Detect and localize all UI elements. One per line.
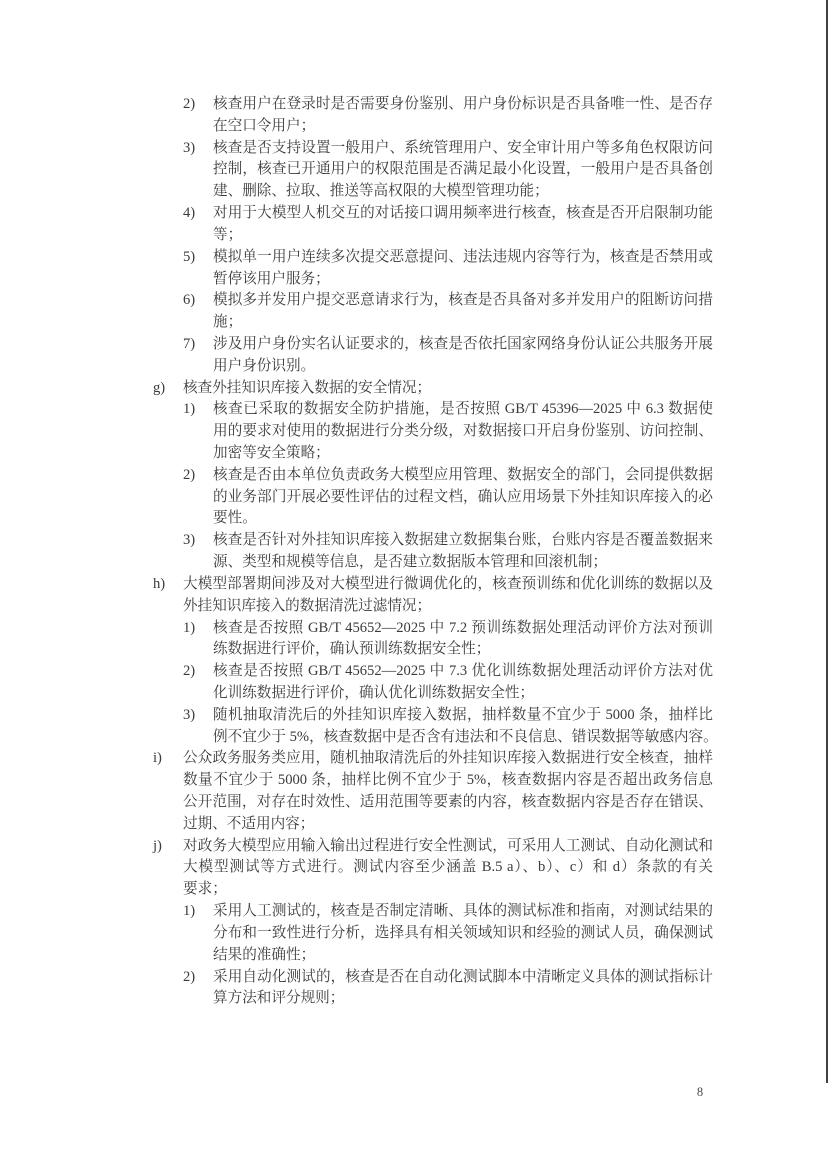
list-item-text <box>213 203 713 247</box>
text-line: 在空口令用户； <box>213 117 316 134</box>
text-line: 外挂知识库接入的数据清洗过滤情况； <box>183 597 432 614</box>
text-line: 涉及用户身份实名认证要求的，核查是否依托国家网络身份认证公共服务开展 <box>213 335 713 352</box>
list-item <box>0 618 831 662</box>
list-item-text <box>213 290 713 334</box>
list-item <box>0 247 831 291</box>
text-line: 大模型部署期间涉及对大模型进行微调优化的，核查预训练和优化训练的数据以及 <box>183 575 713 592</box>
list-item <box>0 94 831 138</box>
list-item <box>0 138 831 203</box>
list-item-label: 1) <box>183 401 196 418</box>
list-item-label: 6) <box>183 292 196 309</box>
list-item <box>0 530 831 574</box>
text-line: 采用人工测试的，核查是否制定清晰、具体的测试标准和指南，对测试结果的 <box>213 903 713 920</box>
list-item <box>0 378 831 400</box>
text-line: 加密等安全策略； <box>213 445 330 461</box>
list-item <box>0 967 831 1011</box>
text-line: 公开范围，对存在时效性、适用范围等要素的内容，核查数据内容是否存在错误、 <box>183 794 713 810</box>
text-line: 核查是否按照 GB/T 45652—2025 中 7.3 优化训练数据处理活动评价方法对优 <box>213 663 713 680</box>
list-item-label: 4) <box>183 205 196 222</box>
text-line: 化训练数据进行评价，确认优化训练数据安全性； <box>213 684 535 701</box>
list-item-label: 1) <box>183 619 196 636</box>
text-line: 公众政务服务类应用，随机抽取清洗后的外挂知识库接入数据进行安全核查，抽样 <box>183 750 713 767</box>
text-line: 模拟多并发用户提交恶意请求行为，核查是否具备对多并发用户的阻断访问措 <box>213 292 713 309</box>
list-item-text <box>213 334 713 378</box>
list-item-text <box>213 399 713 464</box>
list-item-text <box>213 901 713 966</box>
list-item-label: i) <box>153 750 162 767</box>
text-line: 要性。 <box>213 510 257 527</box>
text-line: 大模型测试等方式进行。测试内容至少涵盖 B.5 a）、b）、c）和 d）条款的有关 <box>183 859 713 876</box>
text-line: 要求； <box>183 881 227 898</box>
list-item-label: 7) <box>183 335 196 352</box>
text-line: 控制，核查已开通用户的权限范围是否满足最小化设置，一般用户是否具备创 <box>213 161 713 178</box>
list-item <box>0 203 831 247</box>
text-line: 随机抽取清洗后的外挂知识库接入数据，抽样数量不宜少于 5000 条，抽样比 <box>213 706 713 723</box>
text-line: 过期、不适用内容； <box>183 815 315 832</box>
list-item-label: 3) <box>183 139 196 156</box>
list-item-label: 3) <box>183 706 196 723</box>
list-item-text <box>213 705 718 749</box>
list-item-text <box>213 618 713 662</box>
text-line: 算方法和评分规则； <box>213 990 345 1007</box>
text-line: 例不宜少于 5%，核查数据中是否含有违法和不良信息、错误数据等敏感内容。 <box>213 728 718 745</box>
list-item-label: 2) <box>183 96 196 112</box>
text-line: 模拟单一用户连续多次提交恶意提问、违法违规内容等行为，核查是否禁用或 <box>213 248 713 265</box>
list-item-text <box>183 836 713 901</box>
list-item <box>0 748 831 835</box>
list-item-label: h) <box>153 575 166 592</box>
text-line: 核查是否由本单位负责政务大模型应用管理、数据安全的部门，会同提供数据 <box>213 466 713 483</box>
text-line: 核查用户在登录时是否需要身份鉴别、用户身份标识是否具备唯一性、是否存 <box>213 96 713 112</box>
text-line: 数量不宜少于 5000 条，抽样比例不宜少于 5%，核查数据内容是否超出政务信息 <box>183 772 713 789</box>
text-line: 对用于大模型人机交互的对话接口调用频率进行核查，核查是否开启限制功能 <box>213 205 713 222</box>
list-item-text <box>183 748 713 835</box>
list-item-label: 5) <box>183 248 196 265</box>
list-item-text <box>183 378 713 400</box>
text-line: 核查是否按照 GB/T 45652—2025 中 7.2 预训练数据处理活动评价方法对预训 <box>213 619 713 636</box>
list-item-label: j) <box>153 837 162 854</box>
list-item <box>0 836 831 901</box>
text-line: 采用自动化测试的，核查是否在自动化测试脚本中清晰定义具体的测试指标计 <box>213 968 713 985</box>
text-line: 分布和一致性进行分析，选择具有相关领域知识和经验的测试人员，确保测试 <box>213 924 713 941</box>
list-item <box>0 705 831 749</box>
list-item-text <box>213 661 713 705</box>
text-line: 练数据进行评价，确认预训练数据安全性； <box>213 641 491 658</box>
text-line: 核查已采取的数据安全防护措施，是否按照 GB/T 45396—2025 中 6.3 数据使 <box>213 401 713 418</box>
list-item-label: 1) <box>183 903 196 920</box>
list-item <box>0 465 831 530</box>
list-item <box>0 399 831 464</box>
text-line: 源、类型和规模等信息，是否建立数据版本管理和回滚机制； <box>213 554 608 571</box>
list-item <box>0 290 831 334</box>
document-body <box>0 94 831 1010</box>
text-line: 等； <box>213 226 243 243</box>
list-item-text <box>213 465 713 530</box>
text-line: 核查外挂知识库接入数据的安全情况； <box>183 379 432 396</box>
list-item-label: 3) <box>183 532 196 549</box>
text-line: 的业务部门开展必要性评估的过程文档，确认应用场景下外挂知识库接入的必 <box>213 488 713 505</box>
list-item-label: 2) <box>183 968 196 985</box>
page-edge-line <box>826 0 828 1083</box>
list-item <box>0 901 831 966</box>
text-line: 暂停该用户服务； <box>213 270 330 287</box>
text-line: 核查是否针对外挂知识库接入数据建立数据集台账，台账内容是否覆盖数据来 <box>213 532 713 549</box>
text-line: 用户身份识别。 <box>213 357 316 374</box>
list-item <box>0 334 831 378</box>
text-line: 对政务大模型应用输入输出过程进行安全性测试，可采用人工测试、自动化测试和 <box>183 837 713 854</box>
list-item-text <box>213 530 713 574</box>
list-item-text <box>213 247 713 291</box>
list-item-text <box>183 574 713 618</box>
list-item <box>0 574 831 618</box>
list-item-text <box>213 967 713 1011</box>
text-line: 建、删除、拉取、推送等高权限的大模型管理功能； <box>213 183 549 200</box>
text-line: 用的要求对使用的数据进行分类分级，对数据接口开启身份鉴别、访问控制、 <box>213 423 713 440</box>
page-number: 8 <box>696 1085 704 1099</box>
list-item <box>0 661 831 705</box>
list-item-label: g) <box>153 379 166 396</box>
text-line: 核查是否支持设置一般用户、系统管理用户、安全审计用户等多角色权限访问 <box>213 139 713 156</box>
list-item-text <box>213 138 713 203</box>
text-line: 结果的准确性； <box>213 946 316 963</box>
list-item-text <box>213 94 713 138</box>
text-line: 施； <box>213 314 243 331</box>
list-item-label: 2) <box>183 466 196 483</box>
list-item-label: 2) <box>183 663 196 680</box>
